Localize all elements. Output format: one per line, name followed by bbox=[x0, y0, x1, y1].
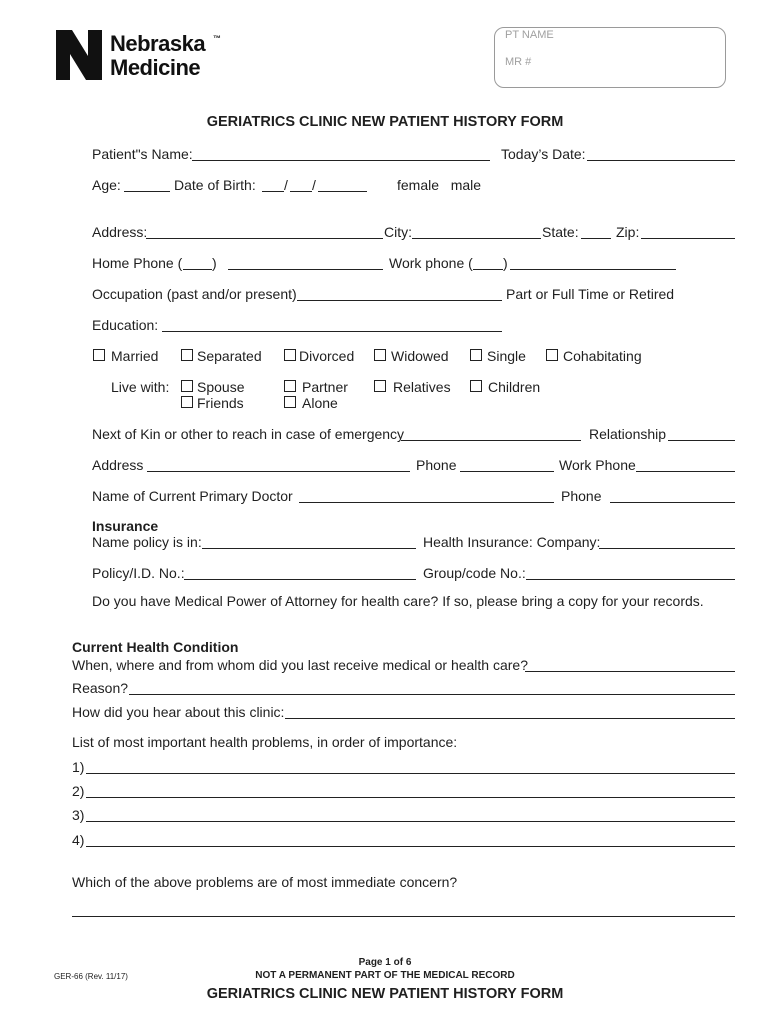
dob-separator-2: / bbox=[312, 177, 316, 193]
relationship-label: Relationship bbox=[589, 426, 667, 442]
live-with-alone: Alone bbox=[302, 395, 338, 411]
kin-phone-line[interactable] bbox=[460, 471, 554, 472]
checkbox-married[interactable] bbox=[93, 349, 105, 361]
checkbox-widowed[interactable] bbox=[374, 349, 386, 361]
age-label: Age: bbox=[92, 177, 121, 193]
work-phone-line[interactable] bbox=[510, 269, 676, 270]
todays-date-line[interactable] bbox=[587, 160, 735, 161]
city-line[interactable] bbox=[412, 238, 541, 239]
problem-4-line[interactable] bbox=[86, 846, 735, 847]
problem-4-label: 4) bbox=[72, 832, 85, 848]
home-phone-area-line[interactable] bbox=[183, 269, 212, 270]
checkbox-spouse[interactable] bbox=[181, 380, 193, 392]
pt-name-label: PT NAME bbox=[505, 29, 554, 41]
page-number: Page 1 of 6 bbox=[358, 957, 412, 968]
poa-note: Do you have Medical Power of Attorney for health care? If so, please bring a copy for your records. bbox=[92, 593, 704, 609]
checkbox-partner[interactable] bbox=[284, 380, 296, 392]
checkbox-children[interactable] bbox=[470, 380, 482, 392]
insurance-company-label: Health Insurance: Company: bbox=[423, 534, 601, 550]
live-with-partner: Partner bbox=[302, 379, 348, 395]
kin-work-phone-line[interactable] bbox=[636, 471, 735, 472]
live-with-relatives: Relatives bbox=[393, 379, 451, 395]
checkbox-friends[interactable] bbox=[181, 396, 193, 408]
checkbox-separated[interactable] bbox=[181, 349, 193, 361]
city-label: City: bbox=[384, 224, 412, 240]
kin-work-phone-label: Work Phone bbox=[559, 457, 636, 473]
insurance-company-line[interactable] bbox=[599, 548, 735, 549]
policy-id-line[interactable] bbox=[184, 579, 416, 580]
live-with-children: Children bbox=[488, 379, 541, 395]
marital-label-married: Married bbox=[111, 348, 159, 364]
zip-line[interactable] bbox=[641, 238, 735, 239]
address-label: Address: bbox=[92, 224, 148, 240]
kin-address-label: Address bbox=[92, 457, 144, 473]
education-line[interactable] bbox=[162, 331, 502, 332]
todays-date-label: Today’s Date: bbox=[501, 146, 586, 162]
dob-label: Date of Birth: bbox=[174, 177, 256, 193]
problem-3-label: 3) bbox=[72, 807, 85, 823]
primary-doctor-label: Name of Current Primary Doctor bbox=[92, 488, 293, 504]
live-with-spouse: Spouse bbox=[197, 379, 245, 395]
record-notice: NOT A PERMANENT PART OF THE MEDICAL RECORD bbox=[255, 970, 515, 981]
doctor-phone-line[interactable] bbox=[610, 502, 735, 503]
marital-label-divorced: Divorced bbox=[299, 348, 355, 364]
immediate-concern-label: Which of the above problems are of most immediate concern? bbox=[72, 874, 458, 890]
work-phone-close: ) bbox=[503, 255, 508, 271]
policy-holder-label: Name policy is in: bbox=[92, 534, 202, 550]
checkbox-single[interactable] bbox=[470, 349, 482, 361]
problems-list-intro: List of most important health problems, in order of importance: bbox=[72, 734, 458, 750]
patient-name-line[interactable] bbox=[192, 160, 490, 161]
next-of-kin-label: Next of Kin or other to reach in case of emergency bbox=[92, 426, 405, 442]
patient-name-label: Patient"s Name: bbox=[92, 146, 193, 162]
state-label: State: bbox=[542, 224, 579, 240]
dob-month-line[interactable] bbox=[262, 191, 284, 192]
problem-2-label: 2) bbox=[72, 783, 85, 799]
last-care-line[interactable] bbox=[525, 671, 735, 672]
health-heading: Current Health Condition bbox=[72, 639, 239, 655]
marital-label-single: Single bbox=[487, 348, 526, 364]
marital-label-separated: Separated bbox=[197, 348, 262, 364]
checkbox-alone[interactable] bbox=[284, 396, 296, 408]
logo-emblem-icon bbox=[54, 28, 104, 82]
education-label: Education: bbox=[92, 317, 159, 333]
mr-label: MR # bbox=[505, 56, 532, 68]
dob-year-line[interactable] bbox=[318, 191, 367, 192]
dob-day-line[interactable] bbox=[290, 191, 312, 192]
occupation-line[interactable] bbox=[297, 300, 502, 301]
logo-line-2: Medicine bbox=[110, 55, 201, 80]
logo-trademark: ™ bbox=[213, 34, 221, 43]
checkbox-cohabitating[interactable] bbox=[546, 349, 558, 361]
reason-label: Reason? bbox=[72, 680, 129, 696]
zip-label: Zip: bbox=[616, 224, 640, 240]
state-line[interactable] bbox=[581, 238, 611, 239]
live-with-friends: Friends bbox=[197, 395, 244, 411]
live-with-label: Live with: bbox=[111, 379, 170, 395]
home-phone-line[interactable] bbox=[228, 269, 383, 270]
dob-separator-1: / bbox=[284, 177, 288, 193]
group-code-line[interactable] bbox=[526, 579, 735, 580]
insurance-heading: Insurance bbox=[92, 518, 159, 534]
group-code-label: Group/code No.: bbox=[423, 565, 526, 581]
checkbox-divorced[interactable] bbox=[284, 349, 296, 361]
work-status-label: Part or Full Time or Retired bbox=[506, 286, 675, 302]
last-care-label: When, where and from whom did you last receive medical or health care? bbox=[72, 657, 528, 673]
primary-doctor-line[interactable] bbox=[299, 502, 554, 503]
problem-2-line[interactable] bbox=[86, 797, 735, 798]
marital-label-cohabitating: Cohabitating bbox=[563, 348, 642, 364]
checkbox-relatives[interactable] bbox=[374, 380, 386, 392]
nebraska-medicine-logo bbox=[54, 28, 224, 84]
footer-title: GERIATRICS CLINIC NEW PATIENT HISTORY FORM bbox=[206, 986, 564, 1002]
immediate-concern-line[interactable] bbox=[72, 916, 735, 917]
work-phone-label: Work phone ( bbox=[389, 255, 473, 271]
problem-1-label: 1) bbox=[72, 759, 85, 775]
logo-line-1: Nebraska bbox=[110, 31, 206, 56]
sex-options[interactable]: female male bbox=[397, 177, 482, 193]
policy-holder-line[interactable] bbox=[202, 548, 416, 549]
address-line[interactable] bbox=[146, 238, 383, 239]
heard-about-label: How did you hear about this clinic: bbox=[72, 704, 285, 720]
form-title: GERIATRICS CLINIC NEW PATIENT HISTORY FORM bbox=[206, 114, 564, 130]
problem-1-line[interactable] bbox=[86, 773, 735, 774]
age-line[interactable] bbox=[124, 191, 170, 192]
patient-id-box bbox=[494, 27, 726, 88]
kin-address-line[interactable] bbox=[147, 471, 410, 472]
home-phone-label: Home Phone ( bbox=[92, 255, 183, 271]
next-of-kin-line[interactable] bbox=[401, 440, 581, 441]
marital-label-widowed: Widowed bbox=[391, 348, 449, 364]
kin-phone-label: Phone bbox=[416, 457, 457, 473]
doctor-phone-label: Phone bbox=[561, 488, 602, 504]
reason-line[interactable] bbox=[129, 694, 735, 695]
form-code: GER-66 (Rev. 11/17) bbox=[54, 972, 128, 981]
heard-about-line[interactable] bbox=[285, 718, 735, 719]
relationship-line[interactable] bbox=[668, 440, 735, 441]
problem-3-line[interactable] bbox=[86, 821, 735, 822]
work-phone-area-line[interactable] bbox=[473, 269, 503, 270]
home-phone-close: ) bbox=[212, 255, 217, 271]
occupation-label: Occupation (past and/or present) bbox=[92, 286, 297, 302]
policy-id-label: Policy/I.D. No.: bbox=[92, 565, 185, 581]
